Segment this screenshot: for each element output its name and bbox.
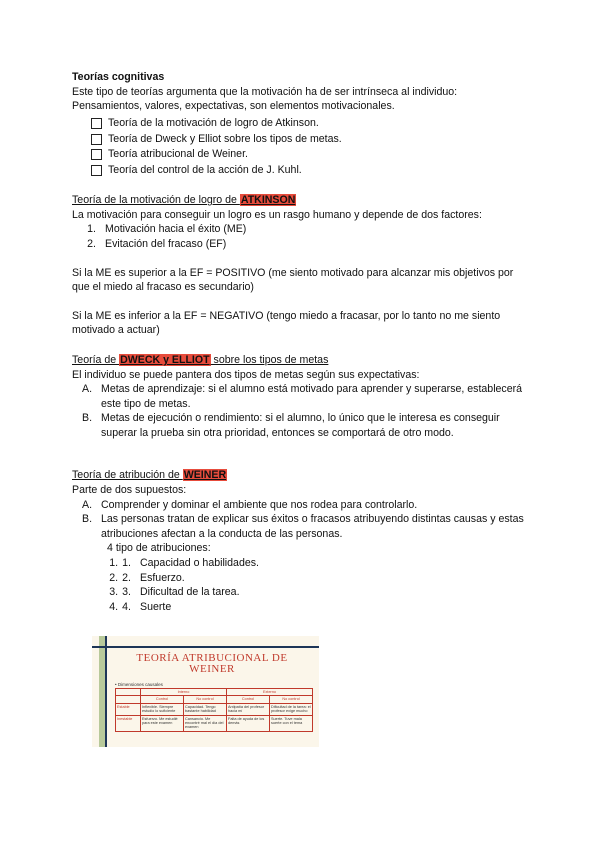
checklist-item[interactable]: Teoría de Dweck y Elliot sobre los tipos de metas. xyxy=(91,131,532,147)
atkinson-description: La motivación para conseguir un logro es un rasgo humano y depende de dos factores: xyxy=(72,208,482,221)
dweck-highlight: DWECK y ELLIOT xyxy=(120,353,210,366)
atkinson-highlight: ATKINSON xyxy=(240,194,296,207)
atkinson-negative: Si la ME es inferior a la EF = NEGATIVO (tengo miedo a fracasar, por lo tanto no me siento motivado a actuar) xyxy=(72,309,501,337)
checkbox-icon[interactable] xyxy=(91,149,102,160)
list-item: B. Metas de ejecución o rendimiento: si el alumno, lo único que le interesa es conseguir superar la prueba sin otra prioridad, entonces se comportará de otro modo. xyxy=(82,412,500,439)
checkbox-icon[interactable] xyxy=(91,165,102,176)
attribution-types-label: 4 tipo de atribuciones: xyxy=(107,542,211,555)
checklist-item[interactable]: Teoría del control de la acción de J. Kuhl. xyxy=(91,163,532,179)
intro-line-2: Pensamientos, valores, expectativas, son elementos motivacionales. xyxy=(72,100,395,113)
checkbox-icon[interactable] xyxy=(91,134,102,145)
slide-top-bar xyxy=(92,646,319,648)
intro-title: Teorías cognitivas xyxy=(72,71,165,83)
list-item: A. Metas de aprendizaje: si el alumno está motivado para aprender y superarse, establecerá este tipo de metas. xyxy=(82,383,523,410)
weiner-slide-image xyxy=(92,636,319,747)
weiner-description: Parte de dos supuestos: xyxy=(72,484,187,497)
weiner-assumptions xyxy=(72,498,532,542)
atkinson-heading: Teoría de la motivación de logro de ATKINSON xyxy=(72,194,296,207)
dweck-heading: Teoría de DWECK y ELLIOT sobre los tipos de metas xyxy=(72,353,329,366)
document-body xyxy=(72,70,532,614)
list-item: A. Comprender y dominar el ambiente que nos rodea para controlarlo. xyxy=(82,498,418,511)
slide-table xyxy=(115,688,313,732)
slide-title: TEORÍA ATRIBUCIONAL DE WEINER xyxy=(136,652,288,675)
list-item: 4. 4. Suerte xyxy=(121,600,532,615)
table-row: Estable Inflexible. Siempre estudio lo suficiente Capacidad. Tengo bastante habilidad Antipatía del profesor hacia mí Dificultad de la tarea: el profesor exige mucho xyxy=(117,704,311,714)
atkinson-positive: Si la ME es superior a la EF = POSITIVO (me siento motivado para alcanzar mis objetivos por que el miedo al fracaso es secundario) xyxy=(72,266,514,294)
weiner-heading: Teoría de atribución de WEINER xyxy=(72,469,227,482)
slide-stripe-line xyxy=(105,636,107,747)
list-item: 1. 1. Capacidad o habilidades. xyxy=(121,556,532,571)
intro-line-1: Este tipo de teorías argumenta que la motivación ha de ser intrínseca al individuo: xyxy=(72,85,458,98)
table-header: Control xyxy=(141,696,184,703)
table-header: Interno xyxy=(141,689,227,696)
list-item: B. Las personas tratan de explicar sus éxitos o fracasos atribuyendo distintas causas y estas atribuciones afectan a la conducta de las personas. xyxy=(82,513,524,540)
dweck-description: El individuo se puede pantera dos tipos de metas según sus expectativas: xyxy=(72,368,420,381)
table-row: Inestable Esfuerzo. Me estudié para este examen Cansancio. Me encontré mal el día del examen Falta de ayuda de los demás Suerte. Tuve mala suerte con el tema xyxy=(116,715,313,731)
atkinson-factors xyxy=(72,222,532,251)
weiner-highlight: WEINER xyxy=(183,469,227,482)
attribution-types xyxy=(72,556,532,614)
checklist-item[interactable]: Teoría atribucional de Weiner. xyxy=(91,147,532,163)
slide-bullet: • Dimensiones causales xyxy=(115,682,163,687)
list-item: 2. Evitación del fracaso (EF) xyxy=(87,237,227,250)
list-item: 3. 3. Dificultad de la tarea. xyxy=(121,585,532,600)
dweck-goal-types xyxy=(72,382,532,440)
theory-checklist xyxy=(72,116,532,178)
checkbox-icon[interactable] xyxy=(91,118,102,129)
table-header: Control xyxy=(227,696,270,703)
checklist-item[interactable]: Teoría de la motivación de logro de Atkinson. xyxy=(91,116,532,132)
table-header: No control xyxy=(270,696,313,703)
table-header: Externo xyxy=(227,689,313,696)
list-item: 1. Motivación hacia el éxito (ME) xyxy=(87,223,247,236)
list-item: 2. 2. Esfuerzo. xyxy=(121,571,532,586)
table-header: No control xyxy=(184,696,227,703)
